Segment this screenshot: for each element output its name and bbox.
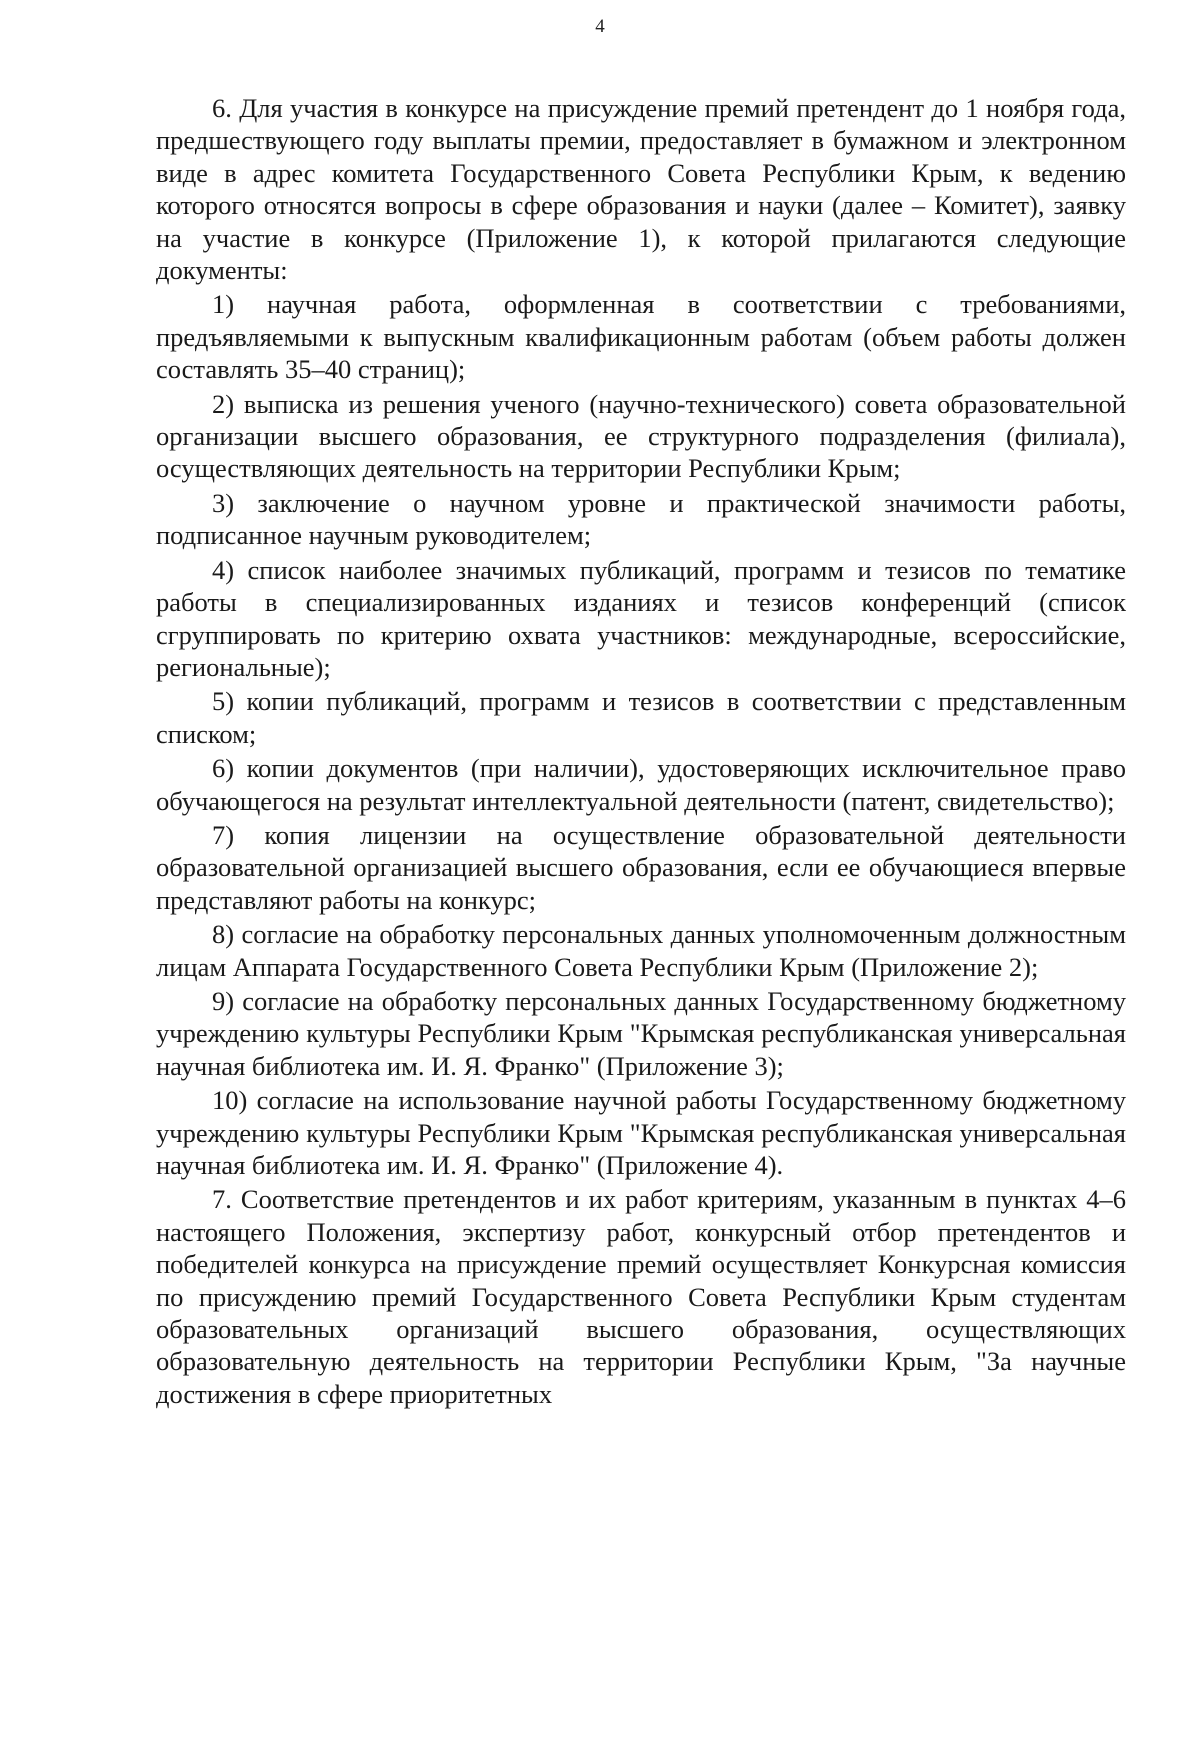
list-item-3: 3) заключение о научном уровне и практической значимости работы, подписанное научным руководителем; xyxy=(156,487,1126,551)
paragraph-item-6: 6. Для участия в конкурсе на присуждение премий претендент до 1 ноября года, предшествующего году выплаты премии, предоставляет в бумажном и электронном виде в адрес комитета Государственного Совета Республики Крым, к ведению которого относятся вопросы в сфере образования и науки (далее – Комитет), заявку на участие в конкурсе (Приложение 1), к которой прилагаются следующие документы: xyxy=(156,93,1126,286)
list-item-5: 5) копии публикаций, программ и тезисов в соответствии с представленным списком; xyxy=(156,686,1126,749)
list-item-4: 4) список наиболее значимых публикаций, программ и тезисов по тематике работы в специализированных изданиях и тезисов конференций (список сгруппировать по критерию охвата участников: международные, всероссийские, региональные); xyxy=(156,554,1126,682)
list-item-6: 6) копии документов (при наличии), удостоверяющих исключительное право обучающегося на результат интеллектуальной деятельности (патент, свидетельство); xyxy=(156,753,1126,816)
list-item-1: 1) научная работа, оформленная в соответствии с требованиями, предъявляемыми к выпускным квалификационным работам (объем работы должен составлять 35–40 страниц); xyxy=(156,289,1126,385)
list-item-8: 8) согласие на обработку персональных данных уполномоченным должностным лицам Аппарата Государственного Совета Республики Крым (Приложение 2); xyxy=(156,919,1126,982)
list-item-10: 10) согласие на использование научной работы Государственному бюджетному учреждению культуры Республики Крым "Крымская республиканская универсальная научная библиотека им. И. Я. Франко" (Приложение 4). xyxy=(156,1085,1126,1180)
paragraph-item-7: 7. Соответствие претендентов и их работ критериям, указанным в пунктах 4–6 настоящего Положения, экспертизу работ, конкурсный отбор претендентов и победителей конкурса на присуждение премий осуществляет Конкурсная комиссия по присуждению премий Государственного Совета Республики Крым студентам образовательных организаций высшего образования, осуществляющих образовательную деятельность на территории Республики Крым, "За научные достижения в сфере приоритетных xyxy=(156,1184,1126,1409)
document-body xyxy=(156,92,1126,1410)
list-item-9: 9) согласие на обработку персональных данных Государственному бюджетному учреждению культуры Республики Крым "Крымская республиканская универсальная научная библиотека им. И. Я. Франко" (Приложение 3); xyxy=(156,985,1126,1081)
list-item-2: 2) выписка из решения ученого (научно-технического) совета образовательной организации высшего образования, ее структурного подразделения (филиала), осуществляющих деятельность на территории Республики Крым; xyxy=(156,388,1126,484)
page-number: 4 xyxy=(595,16,605,37)
list-item-7: 7) копия лицензии на осуществление образовательной деятельности образовательной организацией высшего образования, если ее обучающиеся впервые представляют работы на конкурс; xyxy=(156,819,1126,915)
